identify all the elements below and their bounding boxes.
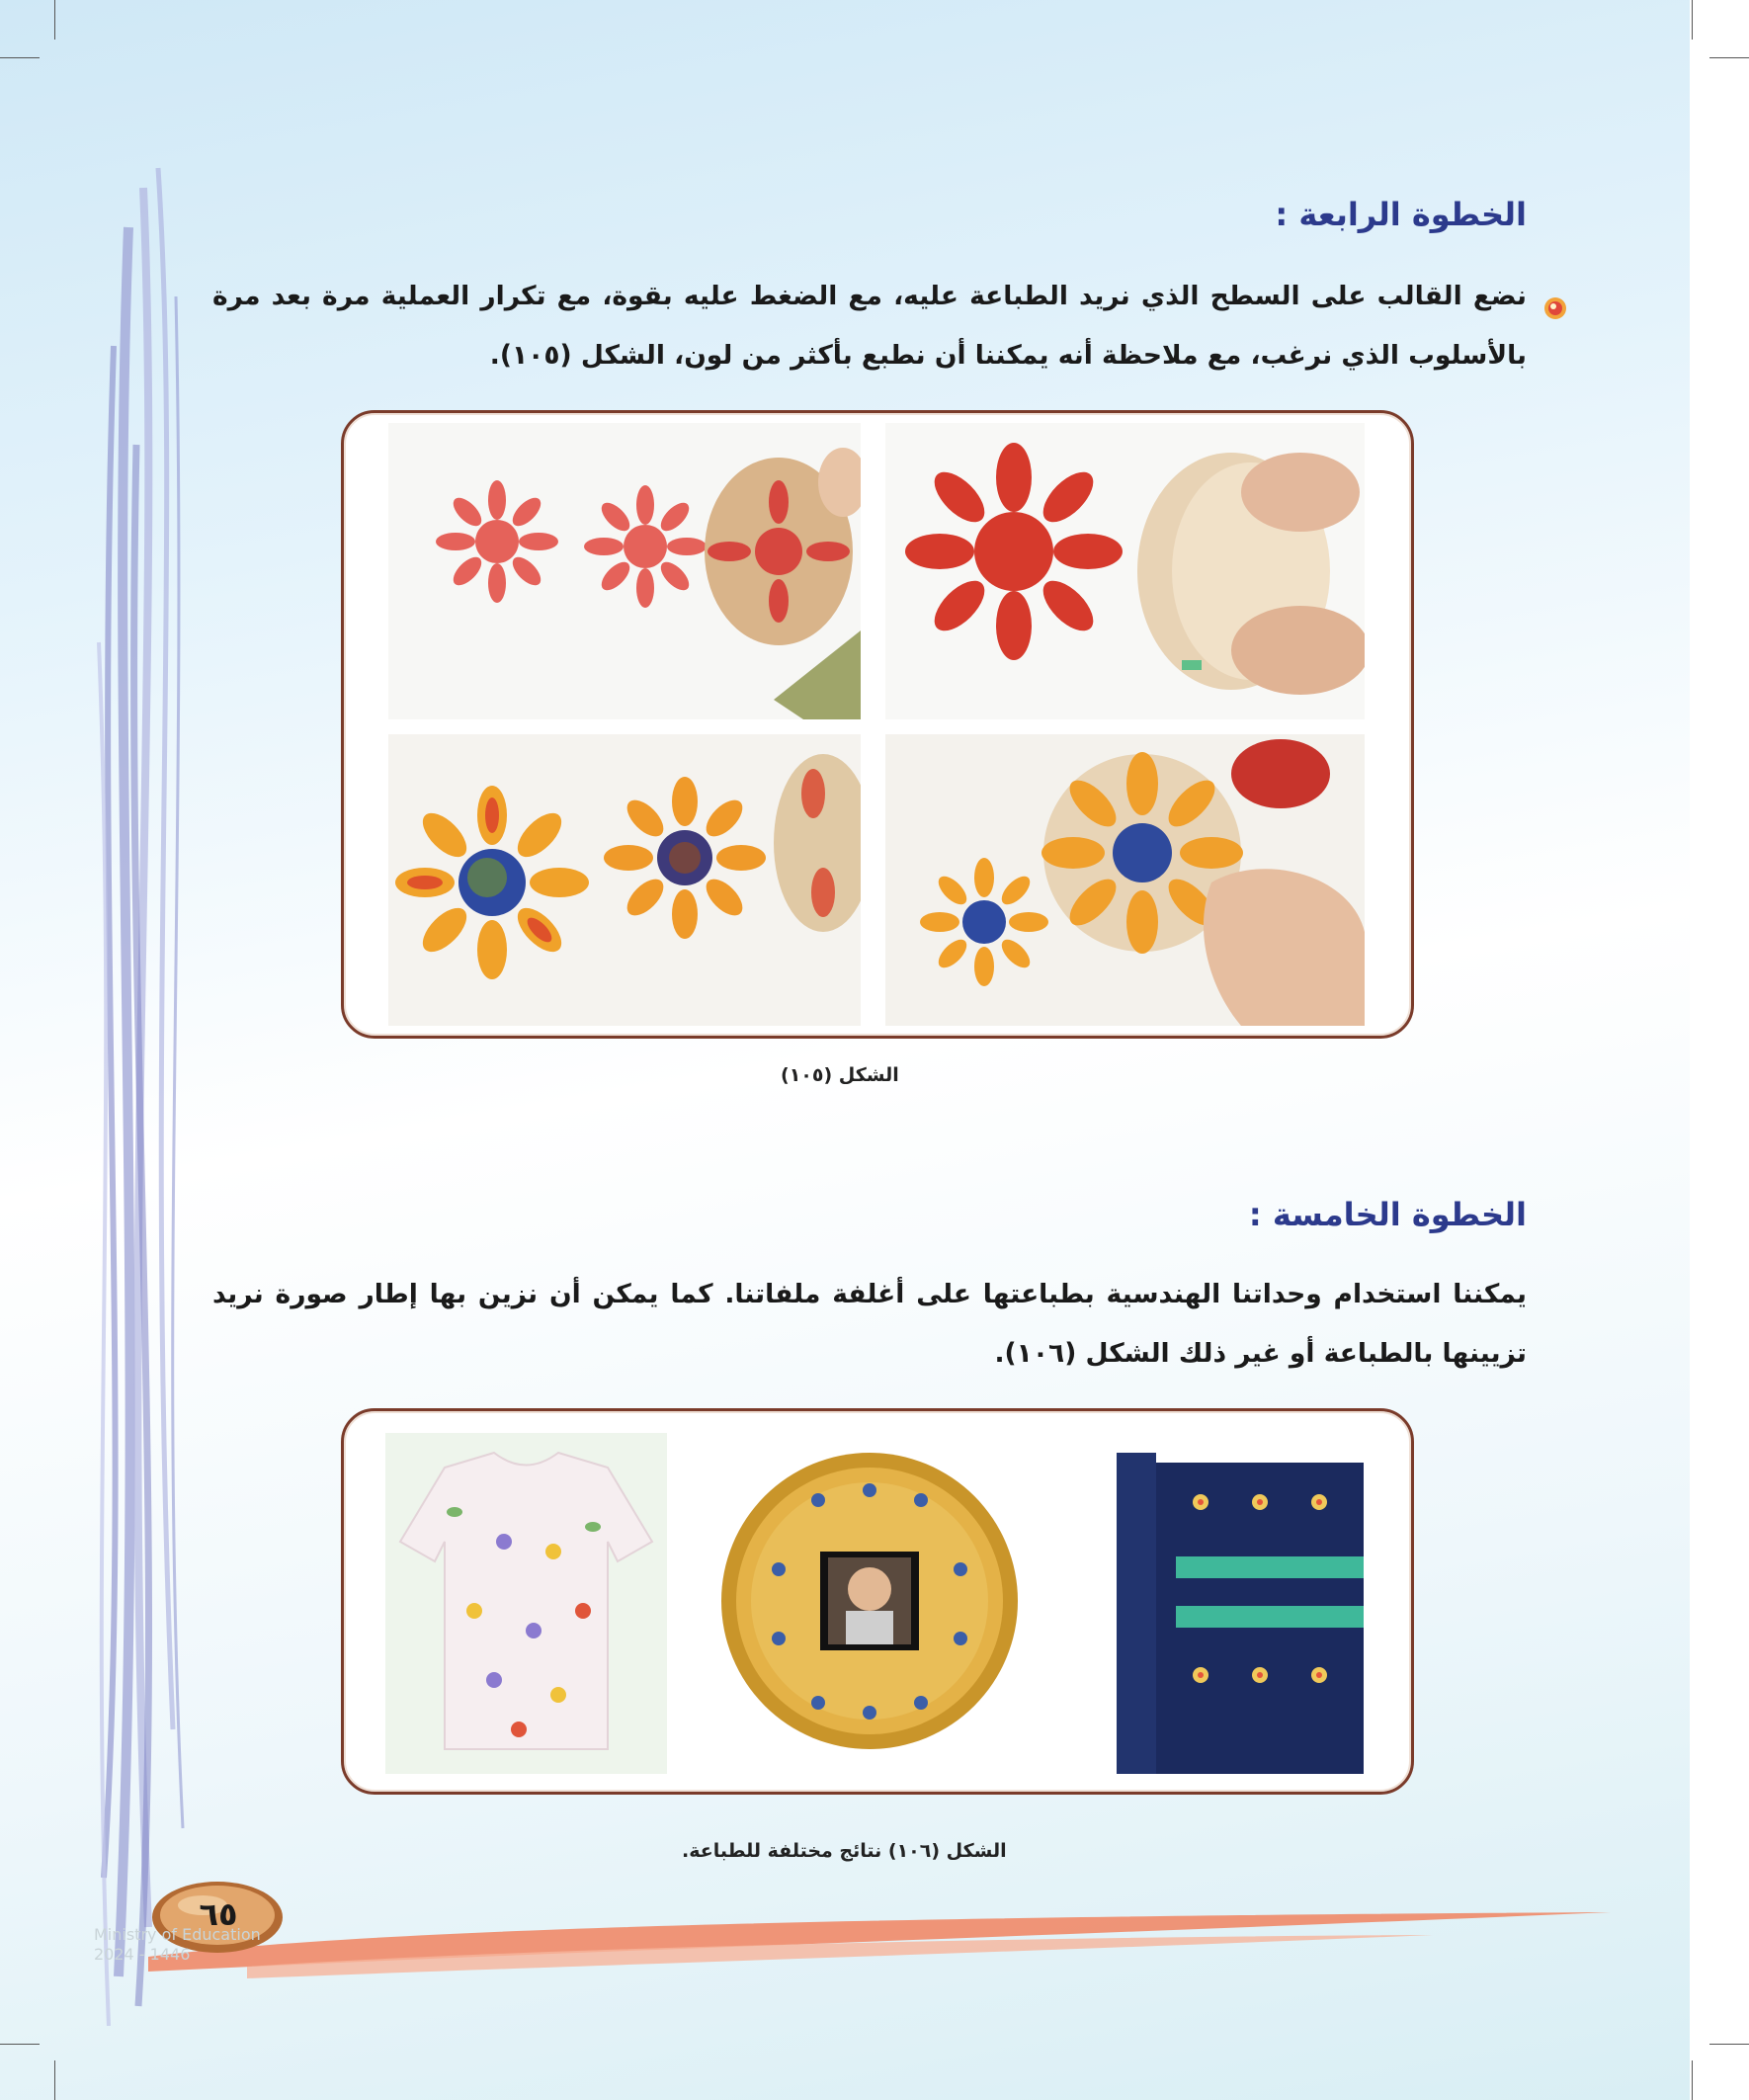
crop-mark xyxy=(0,57,40,58)
crop-mark xyxy=(54,0,55,40)
folder-cover-illustration xyxy=(1117,1433,1375,1774)
ministry-line1: Ministry of Education xyxy=(94,1925,261,1944)
photo-multicolor-prints xyxy=(388,734,861,1026)
red-stamp-illustration xyxy=(885,423,1365,719)
photo-stamp-red xyxy=(885,423,1365,719)
page-bleed-margin xyxy=(1690,0,1749,2100)
ministry-line2: 2024 - 1446 xyxy=(94,1945,191,1964)
step5-heading: الخطوة الخامسة : xyxy=(1248,1196,1527,1233)
crop-mark xyxy=(1709,2044,1749,2045)
step4-paragraph: نضع القالب على السطح الذي نريد الطباعة عليه، مع الضغط عليه بقوة، مع تكرار العملية مرة بعد مرة بالأسلوب الذي نرغب، مع ملاحظة أنه يمكننا أن نطبع بأكثر من لون، الشكل (١٠٥). xyxy=(212,281,1527,371)
hand-stamp-illustration xyxy=(885,734,1365,1026)
photo-red-prints xyxy=(388,423,861,719)
gold-photo-frame-illustration xyxy=(719,1441,1021,1762)
page-number: ٦٥ xyxy=(199,1895,238,1933)
crop-mark xyxy=(0,2044,40,2045)
photo-hand-stamp xyxy=(885,734,1365,1026)
orange-brush-stroke xyxy=(148,1897,1611,1986)
figure-106-frame xyxy=(341,1408,1414,1795)
crop-mark xyxy=(1709,57,1749,58)
figure-105-frame xyxy=(341,410,1414,1039)
printed-shirt-illustration xyxy=(385,1433,667,1774)
figure-105-caption: الشكل (١٠٥) xyxy=(781,1064,899,1086)
crop-mark xyxy=(1692,0,1693,40)
crop-mark xyxy=(54,2060,55,2100)
photo-round-frame xyxy=(719,1441,1021,1762)
decorative-brush-strokes xyxy=(89,148,198,2026)
step4-heading: الخطوة الرابعة : xyxy=(1275,196,1527,233)
crop-mark xyxy=(1692,2060,1693,2100)
figure-106-caption: الشكل (١٠٦) نتائج مختلفة للطباعة. xyxy=(682,1840,1007,1862)
ministry-watermark xyxy=(94,1925,261,1965)
photo-folder-cover xyxy=(1117,1433,1375,1774)
photo-printed-shirt xyxy=(385,1433,667,1774)
flower-bullet-icon xyxy=(1541,294,1569,322)
red-flower-prints-illustration xyxy=(388,423,861,719)
multicolor-prints-illustration xyxy=(388,734,861,1026)
step5-paragraph: يمكننا استخدام وحداتنا الهندسية بطباعتها على أغلفة ملفاتنا. كما يمكن أن نزين بها إطار صورة نريد تزيينها بالطباعة أو غير ذلك الشكل (١٠٦). xyxy=(212,1279,1527,1369)
